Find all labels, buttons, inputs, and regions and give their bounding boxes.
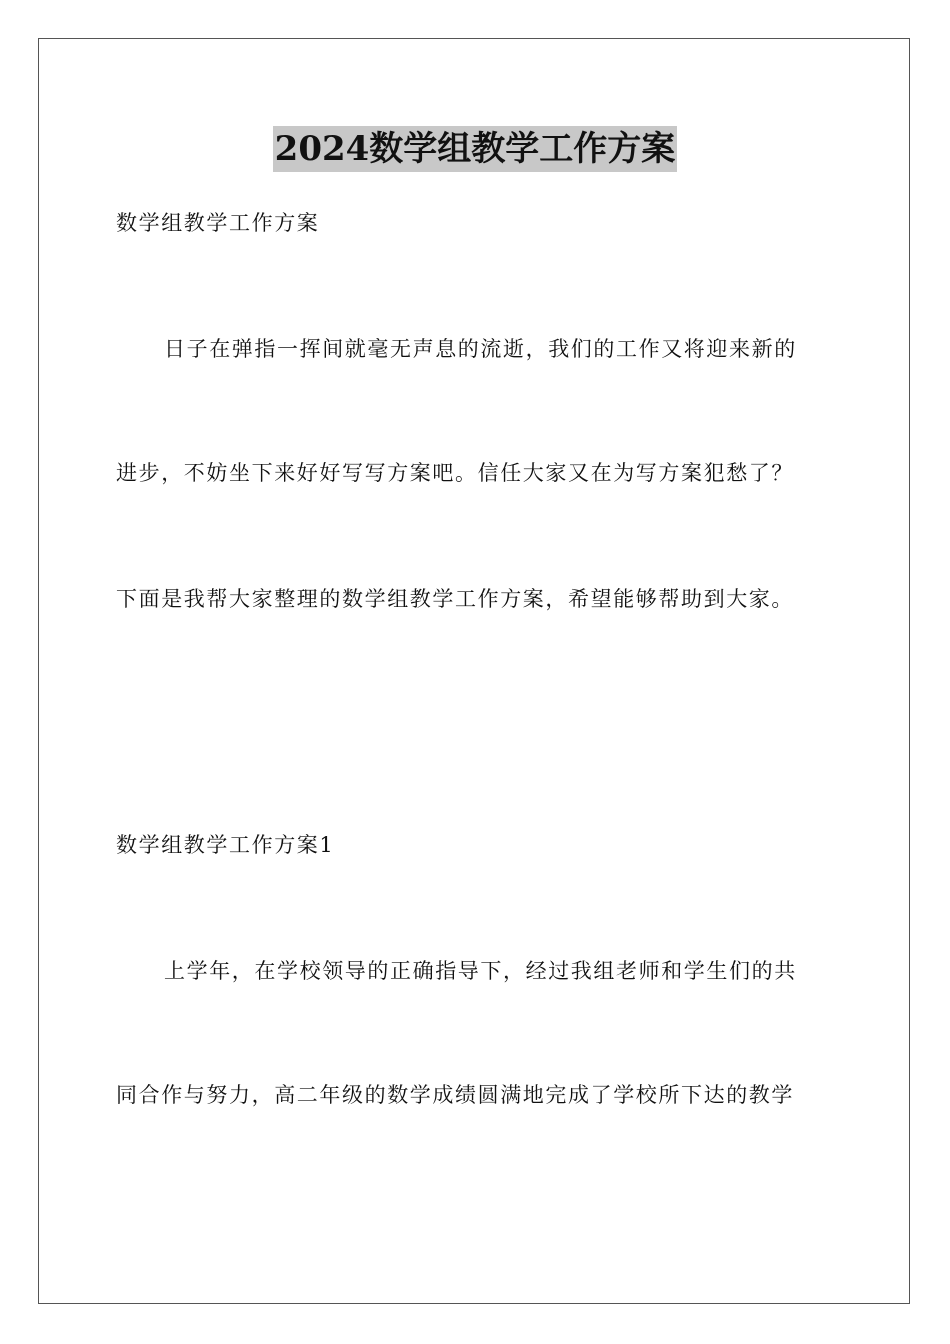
- section1-line-2: 同合作与努力，高二年级的数学成绩圆满地完成了学校所下达的教学: [116, 1083, 794, 1107]
- intro-line-3: 下面是我帮大家整理的数学组教学工作方案，希望能够帮助到大家。: [116, 587, 794, 611]
- document-subtitle: 数学组教学工作方案: [116, 211, 320, 235]
- section1-heading: 数学组教学工作方案1: [116, 833, 335, 857]
- section1-line-1: 上学年，在学校领导的正确指导下，经过我组老师和学生们的共: [164, 959, 797, 983]
- document-title: 2024数学组教学工作方案: [273, 126, 678, 172]
- title-container: [0, 126, 950, 172]
- intro-line-2: 进步，不妨坐下来好好写写方案吧。信任大家又在为写方案犯愁了？: [116, 461, 794, 485]
- intro-line-1: 日子在弹指一挥间就毫无声息的流逝，我们的工作又将迎来新的: [164, 337, 797, 361]
